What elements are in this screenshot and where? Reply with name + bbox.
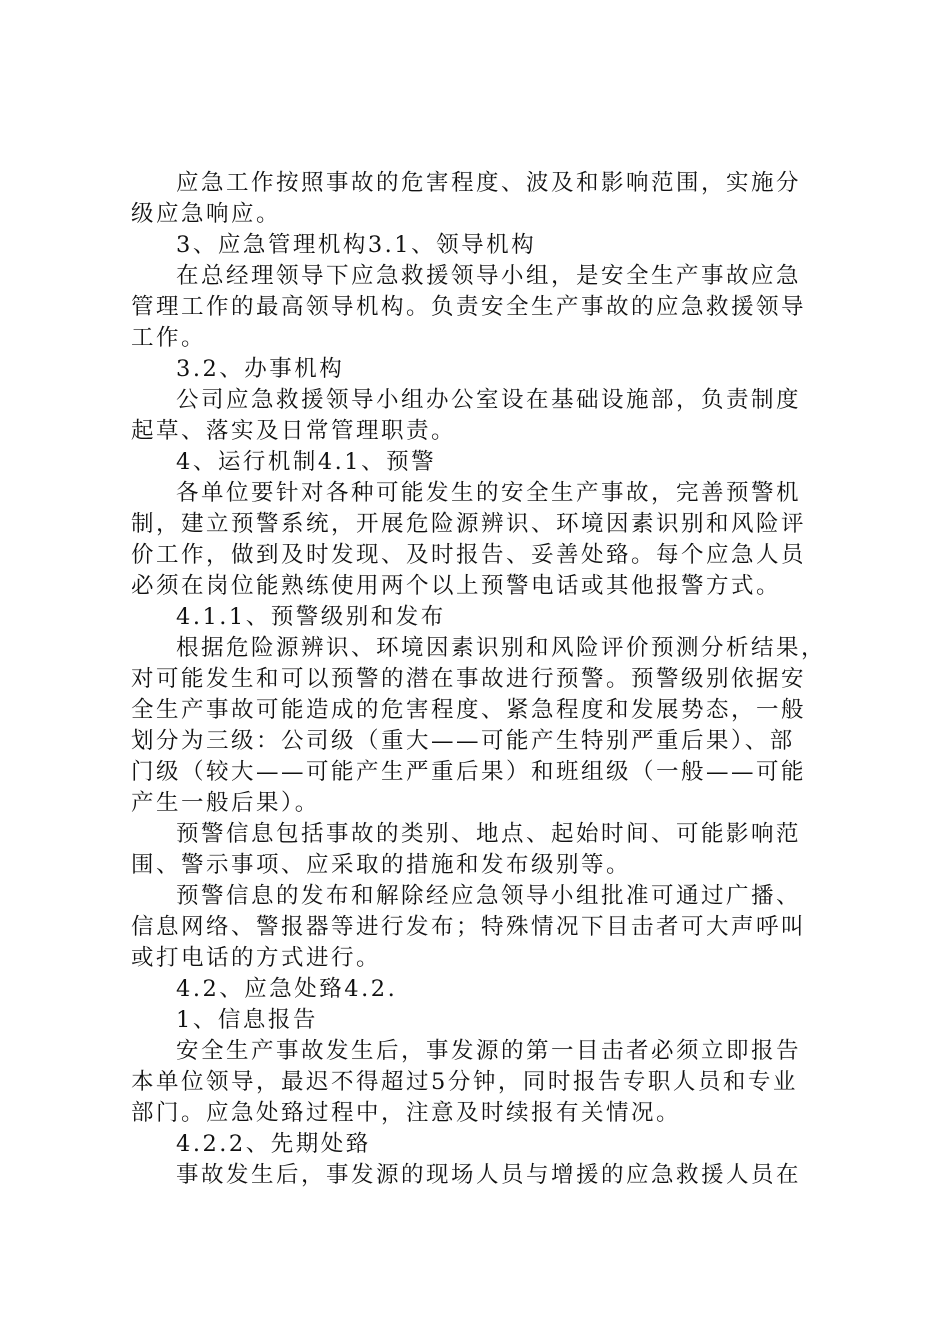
- text-line: 4.1.1、预警级别和发布: [176, 604, 446, 630]
- paragraph: [131, 1160, 831, 1191]
- text-line: 必须在岗位能熟练使用两个以上预警电话或其他报警方式。: [131, 573, 782, 599]
- text-line: 对可能发生和可以预警的潜在事故进行预警。预警级别依据安: [131, 666, 807, 692]
- text-line: 全生产事故可能造成的危害程度、紧急程度和发展势态，一般: [131, 697, 807, 723]
- paragraph: [131, 602, 831, 633]
- text-line: 预警信息包括事故的类别、地点、起始时间、可能影响范: [176, 821, 802, 847]
- text-line: 价工作，做到及时发现、及时报告、妥善处臵。每个应急人员: [131, 542, 807, 568]
- text-line: 级应急响应。: [131, 201, 282, 227]
- text-line: 4.2.2、先期处臵: [176, 1131, 371, 1157]
- text-line: 应急工作按照事故的危害程度、波及和影响范围，实施分: [176, 170, 802, 196]
- paragraph: [131, 633, 831, 819]
- paragraph: [131, 974, 831, 1005]
- paragraph: [131, 478, 831, 602]
- text-line: 预警信息的发布和解除经应急领导小组批准可通过广播、: [176, 883, 802, 909]
- text-line: 4、运行机制4.1、预警: [176, 449, 437, 475]
- text-line: 或打电话的方式进行。: [131, 945, 382, 971]
- text-line: 安全生产事故发生后，事发源的第一目击者必须立即报告: [176, 1038, 802, 1064]
- text-line: 制，建立预警系统，开展危险源辨识、环境因素识别和风险评: [131, 511, 807, 537]
- paragraph: [131, 819, 831, 881]
- text-line: 工作。: [131, 325, 207, 351]
- text-line: 3.2、办事机构: [176, 356, 345, 382]
- text-line: 1、信息报告: [176, 1007, 318, 1033]
- paragraph: [131, 1036, 831, 1129]
- text-line: 4.2、应急处臵4.2.: [176, 976, 398, 1002]
- text-line: 在总经理领导下应急救援领导小组，是安全生产事故应急: [176, 263, 802, 289]
- text-line: 部门。应急处臵过程中，注意及时续报有关情况。: [131, 1100, 682, 1126]
- text-line: 信息网络、警报器等进行发布；特殊情况下目击者可大声呼叫: [131, 914, 807, 940]
- text-line: 本单位领导，最迟不得超过5分钟，同时报告专职人员和专业: [131, 1069, 798, 1095]
- text-line: 围、警示事项、应采取的措施和发布级别等。: [131, 852, 632, 878]
- text-line: 3、应急管理机构3.1、领导机构: [176, 232, 537, 258]
- paragraph: [131, 881, 831, 974]
- paragraph: [131, 230, 831, 261]
- text-line: 起草、落实及日常管理职责。: [131, 418, 457, 444]
- text-line: 管理工作的最高领导机构。负责安全生产事故的应急救援领导: [131, 294, 807, 320]
- paragraph: [131, 168, 831, 230]
- document-page: [131, 168, 831, 1191]
- paragraph: [131, 354, 831, 385]
- text-line: 各单位要针对各种可能发生的安全生产事故，完善预警机: [176, 480, 802, 506]
- text-line: 产生一般后果）。: [131, 790, 320, 816]
- paragraph: [131, 447, 831, 478]
- text-line: 划分为三级：公司级（重大——可能产生特别严重后果）、部: [131, 728, 795, 754]
- text-line: 门级（较大——可能产生严重后果）和班组级（一般——可能: [131, 759, 807, 785]
- paragraph: [131, 385, 831, 447]
- paragraph: [131, 261, 831, 354]
- text-line: 事故发生后，事发源的现场人员与增援的应急救援人员在: [176, 1162, 802, 1188]
- paragraph: [131, 1005, 831, 1036]
- paragraph: [131, 1129, 831, 1160]
- text-line: 公司应急救援领导小组办公室设在基础设施部，负责制度: [176, 387, 802, 413]
- text-line: 根据危险源辨识、环境因素识别和风险评价预测分析结果，: [176, 635, 827, 661]
